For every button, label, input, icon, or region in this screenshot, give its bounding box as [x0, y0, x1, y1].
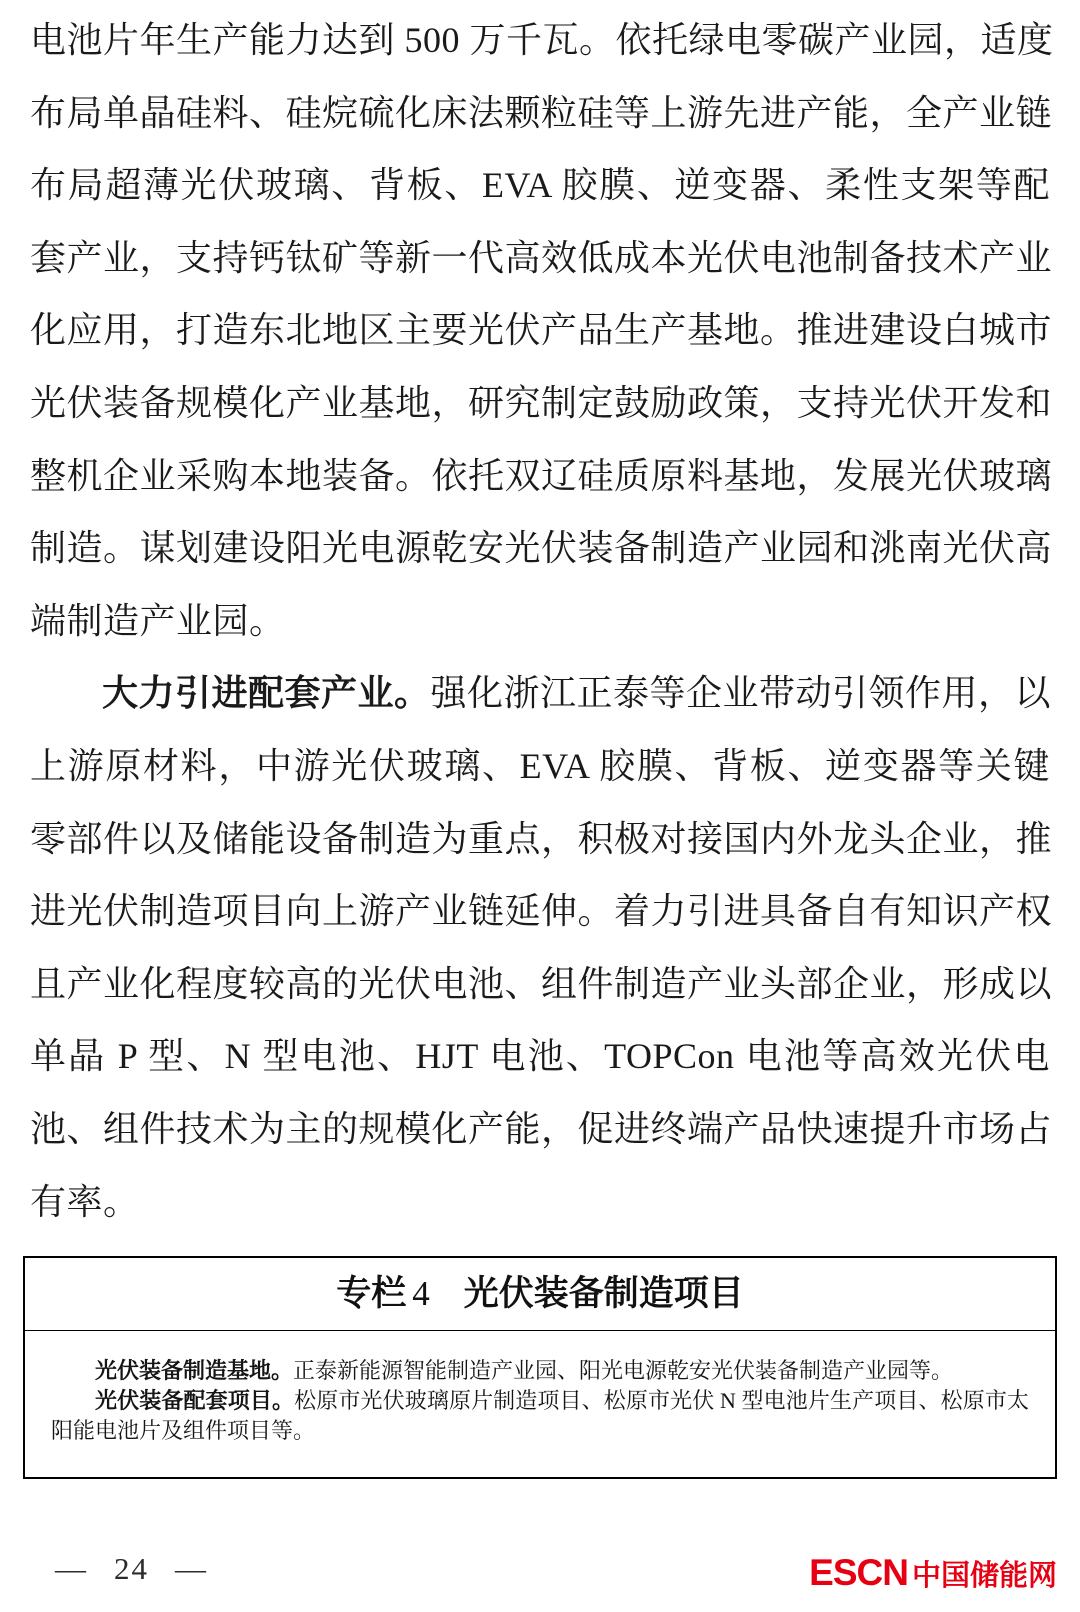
box-title-number: 4	[412, 1274, 430, 1313]
paragraph2-line: 且产业化程度较高的光伏电池、组件制造产业头部企业，形成以	[30, 963, 1053, 1004]
page-number-value: 24	[114, 1551, 149, 1586]
paragraph1-line: 电池片年生产能力达到 500 万千瓦。依托绿电零碳产业园，适度	[30, 20, 1054, 60]
paragraph2-line: 上游原材料，中游光伏玻璃、EVA 胶膜、背板、逆变器等关键	[30, 745, 1050, 786]
paragraph1-line: 制造。谋划建设阳光电源乾安光伏装备制造产业园和洮南光伏高	[30, 528, 1053, 569]
box-item-text: 正泰新能源智能制造产业园、阳光电源乾安光伏装备制造产业园等。	[293, 1358, 954, 1383]
escn-logo	[809, 1552, 1057, 1594]
paragraph2-first-line-rest: 强化浙江正泰等企业带动引领作用，以	[430, 673, 1052, 714]
box-item-lead: 光伏装备制造基地。	[95, 1358, 294, 1383]
paragraph1-line: 套产业，支持钙钛矿等新一代高效低成本光伏电池制备技术产业	[30, 237, 1053, 278]
box-item	[51, 1386, 1029, 1446]
box-item	[51, 1356, 1029, 1386]
box-item-lead: 光伏装备配套项目。	[95, 1388, 295, 1413]
paragraph1-line: 布局单晶硅料、硅烷硫化床法颗粒硅等上游先进产能，全产业链	[30, 92, 1053, 133]
paragraph1-line: 化应用，打造东北地区主要光伏产品生产基地。推进建设白城市	[30, 310, 1053, 351]
escn-logo-chinese: 中国储能网	[911, 1560, 1057, 1592]
page-number-dash-right: —	[175, 1551, 208, 1586]
column-4-box	[23, 1256, 1057, 1479]
column-4-box-title	[25, 1258, 1055, 1331]
paragraph1-line: 布局超薄光伏玻璃、背板、EVA 胶膜、逆变器、柔性支架等配	[30, 165, 1050, 206]
paragraph2-line: 进光伏制造项目向上游产业链延伸。着力引进具备自有知识产权	[30, 891, 1053, 932]
paragraph1-line: 整机企业采购本地装备。依托双辽硅质原料基地，发展光伏玻璃	[30, 455, 1053, 496]
page-number-dash-left: —	[55, 1551, 88, 1586]
paragraph2-last-line: 有率。	[30, 1181, 140, 1222]
paragraph2-bold-lead: 大力引进配套产业。	[102, 673, 431, 714]
page-body-text	[30, 4, 1054, 1238]
escn-logo-latin: ESCN	[809, 1552, 908, 1593]
box-item-text: 松原市光伏玻璃原片制造项目、松原市光伏 N 型电池片生产项目、松原市太阳能电池片及组件项目等。	[51, 1388, 1029, 1443]
paragraph1-line: 光伏装备规模化产业基地，研究制定鼓励政策，支持光伏开发和	[30, 382, 1053, 423]
paragraph1-last-line: 端制造产业园。	[30, 600, 286, 641]
column-4-box-body	[25, 1331, 1055, 1446]
box-title-text: 光伏装备制造项目	[463, 1274, 744, 1313]
paragraph2-line: 零部件以及储能设备制造为重点，积极对接国内外龙头企业，推	[30, 818, 1053, 859]
page-number	[55, 1551, 208, 1587]
paragraph2-line: 单晶 P 型、N 型电池、HJT 电池、TOPCon 电池等高效光伏电	[30, 1036, 1050, 1077]
box-title-label: 专栏	[336, 1274, 407, 1313]
paragraph2-line: 池、组件技术为主的规模化产能，促进终端产品快速提升市场占	[30, 1108, 1053, 1149]
paragraph2-first-line	[30, 657, 1050, 730]
